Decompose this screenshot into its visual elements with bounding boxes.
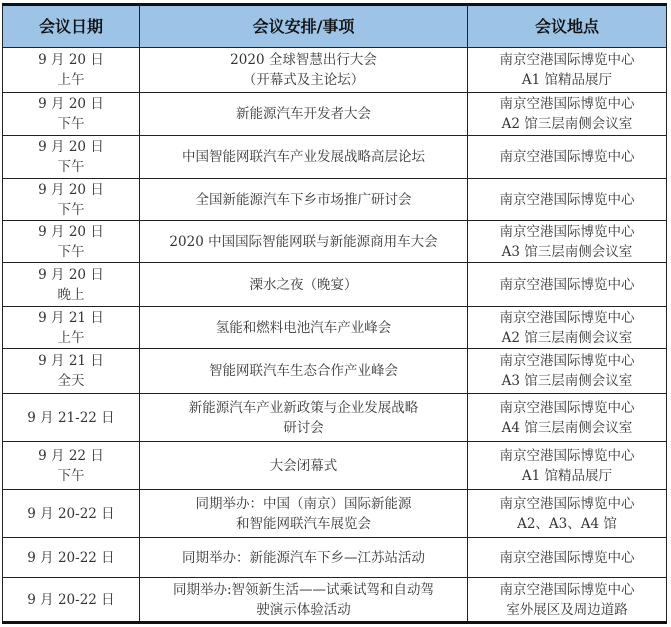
- venue-cell-line: 南京空港国际博览中心: [499, 52, 635, 68]
- venue-cell: [468, 136, 667, 179]
- event-cell-line: 智能网联汽车生态合作产业峰会: [209, 363, 398, 379]
- venue-cell-line: 南京空港国际博览中心: [499, 581, 635, 598]
- date-cell: [3, 349, 140, 394]
- table-row: [3, 136, 667, 179]
- table-row: [3, 578, 667, 623]
- venue-cell-line: 南京空港国际博览中心: [499, 276, 635, 293]
- table-row: [3, 490, 667, 538]
- date-cell-line: 9 月 20 日: [38, 52, 104, 68]
- table-row: [3, 263, 667, 307]
- date-cell: [3, 490, 140, 538]
- venue-cell: [468, 179, 667, 221]
- event-cell: [140, 221, 468, 263]
- venue-cell-line: A3 馆三层南侧会议室: [501, 243, 633, 260]
- event-cell-line: 和智能网联汽车展览会: [236, 515, 371, 532]
- event-cell-line: 氢能和燃料电池汽车产业峰会: [215, 319, 392, 336]
- venue-cell-line: A1 馆精品展厅: [521, 72, 613, 88]
- event-cell: [140, 307, 468, 349]
- event-cell-line: 同期举办：中国（南京）国际新能源: [195, 495, 412, 512]
- event-cell: [140, 394, 468, 442]
- venue-cell-line: A1 馆精品展厅: [521, 467, 613, 484]
- date-cell: [3, 538, 140, 578]
- venue-cell: [468, 307, 667, 349]
- date-cell-line: 上午: [57, 329, 85, 346]
- date-cell: [3, 442, 140, 490]
- date-cell-line: 9 月 21-22 日: [27, 409, 115, 426]
- venue-cell-line: 南京空港国际博览中心: [499, 353, 635, 369]
- table-row: [3, 538, 667, 578]
- event-cell: [140, 349, 468, 394]
- date-cell-line: 9 月 20 日: [38, 181, 104, 198]
- venue-cell-line: 南京空港国际博览中心: [499, 96, 635, 112]
- venue-cell-line: A3 馆三层南侧会议室: [501, 373, 633, 389]
- table-row: [3, 394, 667, 442]
- venue-cell: [468, 394, 667, 442]
- venue-cell-line: 南京空港国际博览中心: [499, 191, 635, 208]
- venue-cell-line: A2 馆三层南侧会议室: [501, 116, 633, 132]
- table-header-row: [3, 5, 667, 48]
- venue-cell-line: 南京空港国际博览中心: [499, 309, 635, 326]
- event-cell-line: 全国新能源汽车下乡市场推广研讨会: [195, 191, 412, 208]
- venue-cell: [468, 442, 667, 490]
- date-cell-line: 9 月 20 日: [38, 96, 104, 112]
- date-cell: [3, 578, 140, 623]
- venue-cell-line: 南京空港国际博览中心: [499, 495, 635, 512]
- date-cell-line: 9 月 21 日: [38, 309, 104, 326]
- conference-schedule-table: [2, 3, 667, 624]
- date-cell: [3, 93, 140, 136]
- venue-cell-line: 南京空港国际博览中心: [499, 447, 635, 464]
- venue-cell: [468, 221, 667, 263]
- event-cell-line: 新能源汽车产业新政策与企业发展战略: [188, 399, 419, 416]
- table-row: [3, 349, 667, 394]
- date-cell-line: 9 月 22 日: [38, 447, 104, 464]
- venue-cell: [468, 48, 667, 93]
- date-cell: [3, 263, 140, 307]
- date-cell-line: 下午: [57, 159, 85, 175]
- event-cell-line: 同期举办：新能源汽车下乡—江苏站活动: [182, 549, 425, 566]
- event-cell: [140, 442, 468, 490]
- venue-cell-line: 南京空港国际博览中心: [499, 399, 635, 416]
- event-cell-line: 新能源汽车开发者大会: [236, 106, 371, 122]
- date-cell-line: 上午: [57, 72, 85, 88]
- table-row: [3, 48, 667, 93]
- table-row: [3, 179, 667, 221]
- event-cell: [140, 93, 468, 136]
- date-cell: [3, 179, 140, 221]
- date-cell: [3, 394, 140, 442]
- event-cell-line: 驶演示体验活动: [256, 601, 351, 618]
- venue-cell: [468, 538, 667, 578]
- date-cell-line: 下午: [57, 116, 85, 132]
- venue-cell-line: 南京空港国际博览中心: [499, 149, 635, 165]
- table-row: [3, 442, 667, 490]
- header-venue: 会议地点: [468, 5, 667, 48]
- date-cell: [3, 307, 140, 349]
- venue-cell-line: A2 馆三层南侧会议室: [501, 329, 633, 346]
- event-cell-line: 大会闭幕式: [269, 457, 338, 474]
- venue-cell: [468, 490, 667, 538]
- date-cell-line: 9 月 20 日: [38, 266, 104, 283]
- event-cell-line: 溧水之夜（晚宴）: [249, 276, 358, 293]
- date-cell-line: 全天: [57, 373, 85, 389]
- venue-cell: [468, 349, 667, 394]
- event-cell: [140, 179, 468, 221]
- date-cell-line: 下午: [57, 201, 85, 218]
- event-cell-line: 2020 中国国际智能网联与新能源商用车大会: [169, 233, 438, 250]
- date-cell-line: 9 月 20 日: [38, 223, 104, 240]
- venue-cell: [468, 93, 667, 136]
- table-row: [3, 221, 667, 263]
- venue-cell-line: 南京空港国际博览中心: [499, 223, 635, 240]
- date-cell-line: 9 月 21 日: [38, 353, 104, 369]
- venue-cell-line: A4 馆三层南侧会议室: [501, 419, 633, 436]
- event-cell: [140, 48, 468, 93]
- header-event: 会议安排/事项: [140, 5, 468, 48]
- event-cell-line: 研讨会: [283, 419, 324, 436]
- date-cell-line: 9 月 20-22 日: [27, 505, 115, 522]
- event-cell-line: 中国智能网联汽车产业发展战略高层论坛: [182, 149, 425, 165]
- date-cell-line: 9 月 20-22 日: [27, 549, 115, 566]
- date-cell: [3, 48, 140, 93]
- table-row: [3, 307, 667, 349]
- date-cell: [3, 136, 140, 179]
- venue-cell-line: 南京空港国际博览中心: [499, 549, 635, 566]
- event-cell-line: 2020 全球智慧出行大会: [230, 52, 377, 68]
- header-date: 会议日期: [3, 5, 140, 48]
- event-cell: [140, 490, 468, 538]
- event-cell: [140, 263, 468, 307]
- date-cell-line: 9 月 20 日: [38, 139, 104, 155]
- date-cell: [3, 221, 140, 263]
- event-cell-line: 同期举办:智领新生活——试乘试驾和自动驾: [172, 581, 435, 598]
- venue-cell: [468, 263, 667, 307]
- event-cell: [140, 578, 468, 623]
- event-cell-line: （开幕式及主论坛）: [242, 72, 365, 88]
- venue-cell-line: A2、A3、A4 馆: [517, 515, 617, 532]
- date-cell-line: 晚上: [57, 286, 85, 303]
- event-cell: [140, 136, 468, 179]
- date-cell-line: 9 月 20-22 日: [27, 591, 115, 608]
- date-cell-line: 下午: [57, 467, 85, 484]
- date-cell-line: 下午: [57, 243, 85, 260]
- event-cell: [140, 538, 468, 578]
- venue-cell-line: 室外展区及周边道路: [506, 601, 628, 618]
- table-row: [3, 93, 667, 136]
- venue-cell: [468, 578, 667, 623]
